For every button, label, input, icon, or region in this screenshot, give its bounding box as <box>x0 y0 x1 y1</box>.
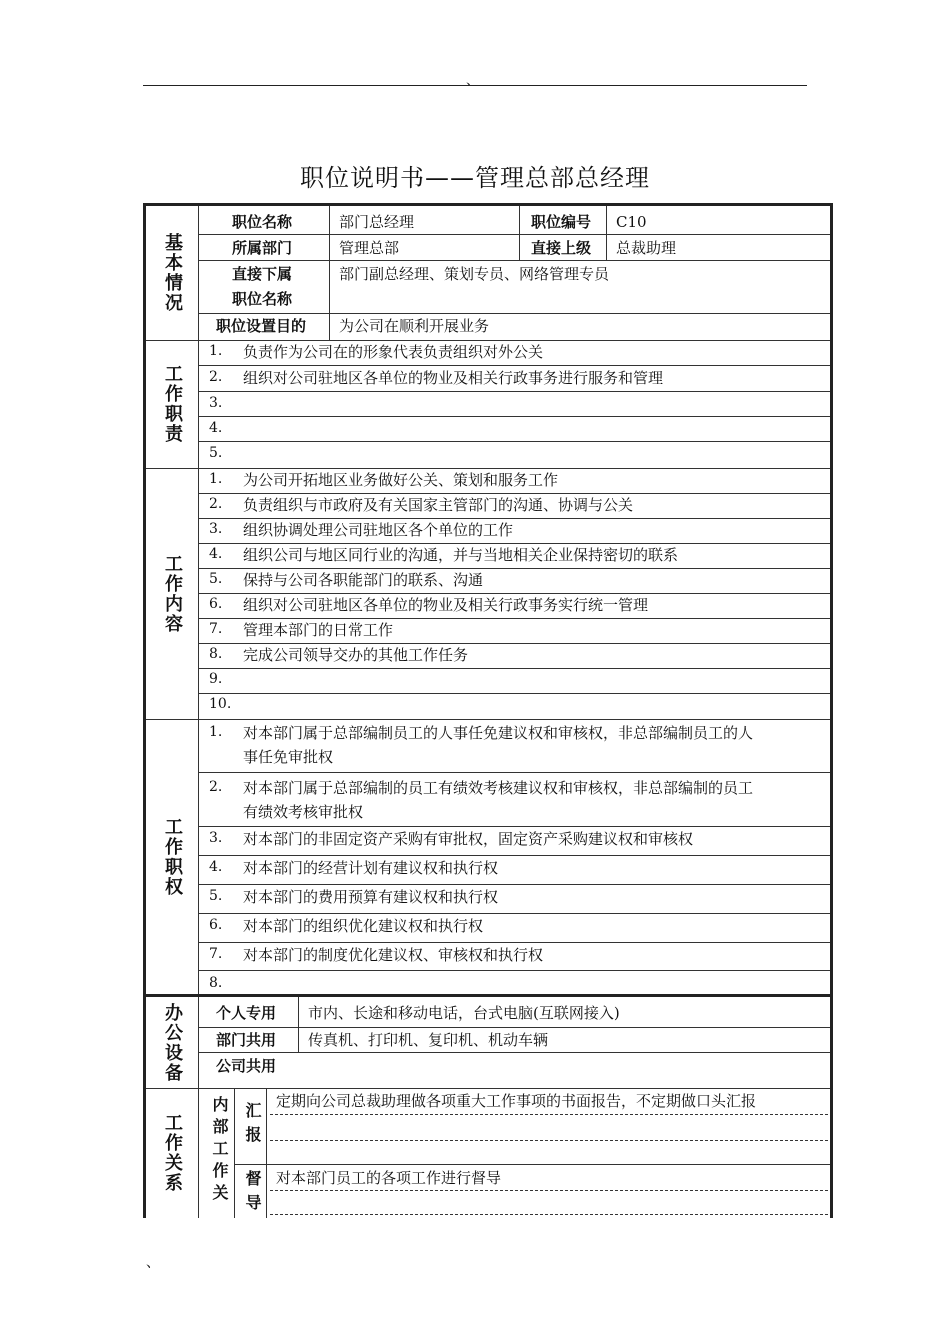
row-divider <box>198 416 830 417</box>
list-item-number: 2. <box>209 496 223 512</box>
list-item-number: 7. <box>209 946 223 962</box>
relations-section <box>146 1088 830 1218</box>
list-item: 组织公司与地区同行业的沟通，并与当地相关企业保持密切的联系 <box>243 546 679 564</box>
list-item-number: 10. <box>209 696 232 712</box>
list-item: 对本部门的组织优化建议权和执行权 <box>243 917 484 935</box>
work-content-section <box>146 468 830 719</box>
duties-label: 工作职责 <box>146 340 199 468</box>
equipment-company-label: 公司共用 <box>216 1057 277 1075</box>
superior-value: 总裁助理 <box>616 239 677 257</box>
supervise-label: 督导 <box>243 1170 262 1218</box>
equipment-section <box>146 997 830 1088</box>
list-item-number: 1. <box>209 471 223 487</box>
list-item-continued: 有绩效考核审批权 <box>243 803 364 821</box>
list-item-number: 5. <box>209 888 223 904</box>
report-label: 汇报 <box>243 1102 262 1150</box>
header-mark: 、 <box>466 73 480 89</box>
list-item-number: 5. <box>209 571 223 587</box>
purpose-label: 职位设置目的 <box>216 317 307 335</box>
divider <box>266 1088 267 1218</box>
list-item: 组织对公司驻地区各单位的物业及相关行政事务进行服务和管理 <box>243 369 664 387</box>
header-rule <box>143 85 807 86</box>
duties-section <box>146 340 830 468</box>
equipment-label: 办公设备 <box>146 997 199 1088</box>
list-item-number: 8. <box>209 646 223 662</box>
list-item: 管理本部门的日常工作 <box>243 621 394 639</box>
dashed-rule <box>270 1214 828 1215</box>
row-divider <box>198 391 830 392</box>
row-divider <box>198 668 830 669</box>
list-item-number: 7. <box>209 621 223 637</box>
department-label: 所属部门 <box>232 239 293 257</box>
footer-mark: 、 <box>146 1255 160 1271</box>
list-item-number: 8. <box>209 975 223 991</box>
subordinates-value: 部门副总经理、策划专员、网络管理专员 <box>339 265 610 283</box>
divider <box>298 1027 299 1052</box>
equipment-department-label: 部门共用 <box>216 1031 277 1049</box>
list-item-number: 3. <box>209 830 223 846</box>
equipment-personal-label: 个人专用 <box>216 1004 277 1022</box>
equipment-department-value: 传真机、打印机、复印机、机动车辆 <box>308 1031 549 1049</box>
internal-relations-label: 内部工作关 <box>210 1096 229 1206</box>
divider <box>298 997 299 1027</box>
list-item-number: 6. <box>209 596 223 612</box>
list-item-number: 1. <box>209 724 223 740</box>
subordinates-label-line1: 直接下属 <box>232 265 293 283</box>
list-item-number: 1. <box>209 343 223 359</box>
list-item: 组织对公司驻地区各单位的物业及相关行政事务实行统一管理 <box>243 596 649 614</box>
dashed-rule <box>270 1140 828 1141</box>
row-divider <box>198 772 830 773</box>
row-divider <box>234 1164 830 1165</box>
list-item: 对本部门的经营计划有建议权和执行权 <box>243 859 499 877</box>
department-value: 管理总部 <box>339 239 400 257</box>
dashed-rule <box>270 1114 828 1115</box>
row-divider <box>198 441 830 442</box>
list-item-number: 2. <box>209 369 223 385</box>
divider <box>519 206 520 260</box>
job-description-table <box>143 203 833 1218</box>
list-item-number: 5. <box>209 445 223 461</box>
list-item-number: 6. <box>209 917 223 933</box>
dashed-rule <box>270 1190 828 1191</box>
list-item-number: 3. <box>209 395 223 411</box>
list-item-number: 4. <box>209 420 223 436</box>
equipment-personal-value: 市内、长途和移动电话，台式电脑(互联网接入) <box>308 1004 620 1022</box>
purpose-value: 为公司在顺利开展业务 <box>339 317 490 335</box>
list-item: 对本部门属于总部编制的员工有绩效考核建议权和审核权，非总部编制的员工 <box>243 779 754 797</box>
position-name-label: 职位名称 <box>232 213 293 231</box>
row-divider <box>198 234 830 235</box>
position-code-value: C10 <box>616 213 647 231</box>
divider <box>606 206 607 260</box>
position-code-label: 职位编号 <box>531 213 592 231</box>
list-item-continued: 事任免审批权 <box>243 748 334 766</box>
list-item: 对本部门的制度优化建议权、审核权和执行权 <box>243 946 544 964</box>
divider <box>329 206 330 340</box>
supervise-text: 对本部门员工的各项工作进行督导 <box>276 1169 502 1187</box>
list-item-number: 4. <box>209 546 223 562</box>
list-item-number: 3. <box>209 521 223 537</box>
subordinates-label-line2: 职位名称 <box>232 290 293 308</box>
report-text: 定期向公司总裁助理做各项重大工作事项的书面报告，不定期做口头汇报 <box>276 1092 757 1110</box>
list-item: 对本部门的非固定资产采购有审批权，固定资产采购建议权和审核权 <box>243 830 694 848</box>
list-item: 负责作为公司在的形象代表负责组织对外公关 <box>243 343 544 361</box>
superior-label: 直接上级 <box>531 239 592 257</box>
list-item: 负责组织与市政府及有关国家主管部门的沟通、协调与公关 <box>243 496 634 514</box>
basic-info-label: 基本情况 <box>146 206 199 340</box>
list-item-number: 4. <box>209 859 223 875</box>
row-divider <box>198 260 830 261</box>
authority-label: 工作职权 <box>146 719 199 995</box>
list-item: 对本部门的费用预算有建议权和执行权 <box>243 888 499 906</box>
list-item-number: 9. <box>209 671 223 687</box>
relations-label: 工作关系 <box>146 1088 199 1218</box>
page-title: 职位说明书——管理总部总经理 <box>300 164 650 192</box>
list-item-number: 2. <box>209 779 223 795</box>
list-item: 对本部门属于总部编制员工的人事任免建议权和审核权，非总部编制员工的人 <box>243 724 754 742</box>
list-item: 保持与公司各职能部门的联系、沟通 <box>243 571 484 589</box>
list-item: 为公司开拓地区业务做好公关、策划和服务工作 <box>243 471 559 489</box>
basic-info-section <box>146 206 830 340</box>
position-name-value: 部门总经理 <box>339 213 415 231</box>
row-divider <box>198 970 830 971</box>
work-content-label: 工作内容 <box>146 468 199 719</box>
list-item: 完成公司领导交办的其他工作任务 <box>243 646 469 664</box>
row-divider <box>198 1052 830 1053</box>
row-divider <box>198 693 830 694</box>
authority-section <box>146 719 830 995</box>
list-item: 组织协调处理公司驻地区各个单位的工作 <box>243 521 514 539</box>
divider <box>234 1088 235 1218</box>
